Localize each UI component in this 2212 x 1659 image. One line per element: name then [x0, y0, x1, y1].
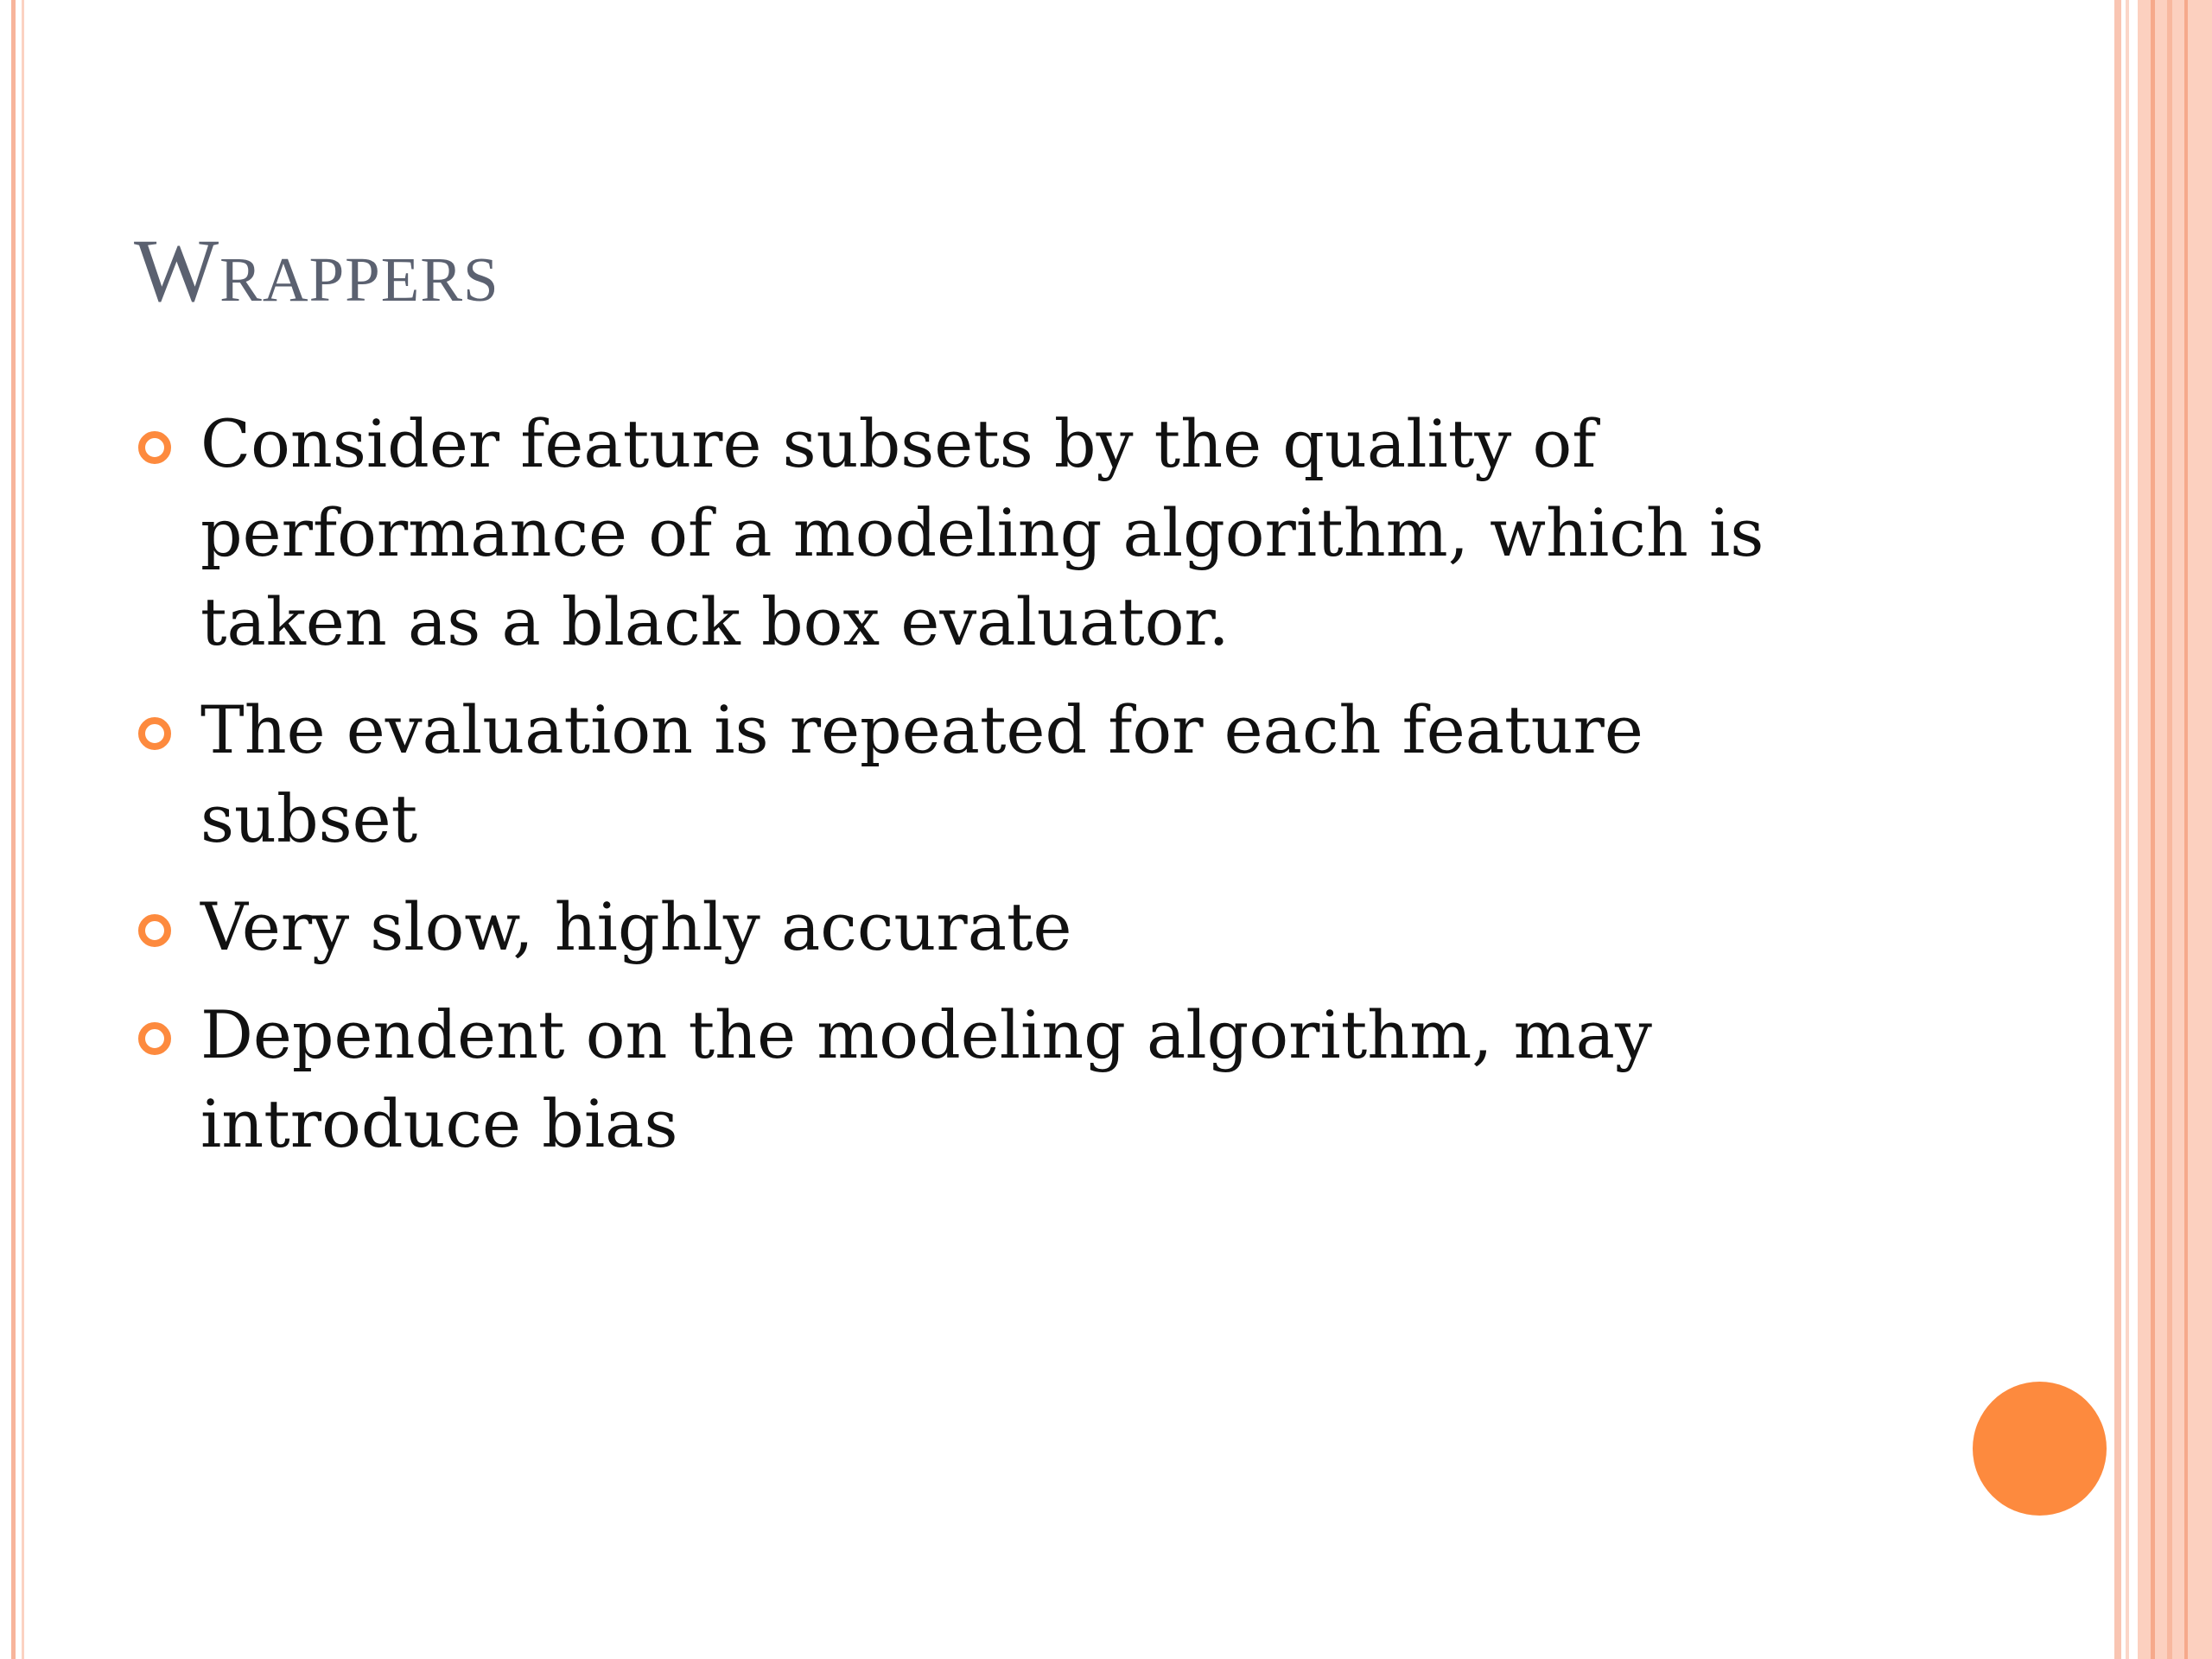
bullet-circle-icon [138, 914, 171, 947]
left-border-line-inner [22, 0, 24, 1659]
right-border-band [2138, 0, 2212, 1659]
right-border-line-thin [2126, 0, 2129, 1659]
bullet-circle-icon [138, 1022, 171, 1055]
bullet-text: Consider feature subsets by the quality of performance of a modeling algorithm, which is taken as a black box evaluator. [200, 405, 1764, 660]
left-border-line [11, 0, 16, 1659]
bullet-circle-icon [138, 431, 171, 464]
bullet-item [134, 882, 1862, 971]
bullet-circle-icon [138, 717, 171, 750]
decorative-circle [1973, 1382, 2107, 1516]
bullet-item [134, 990, 1862, 1168]
bullet-item [134, 399, 1862, 666]
slide-title: Wrappers [134, 221, 499, 321]
right-band-stripe [2151, 0, 2155, 1659]
right-band-stripe [2167, 0, 2172, 1659]
right-band-stripe [2184, 0, 2188, 1659]
bullet-text: Very slow, highly accurate [200, 888, 1072, 965]
bullet-text: The evaluation is repeated for each feature subset [200, 691, 1643, 857]
bullet-text: Dependent on the modeling algorithm, may introduce bias [200, 996, 1652, 1162]
bullet-item [134, 685, 1862, 863]
bullet-list [134, 399, 1862, 1187]
right-border-line [2114, 0, 2121, 1659]
